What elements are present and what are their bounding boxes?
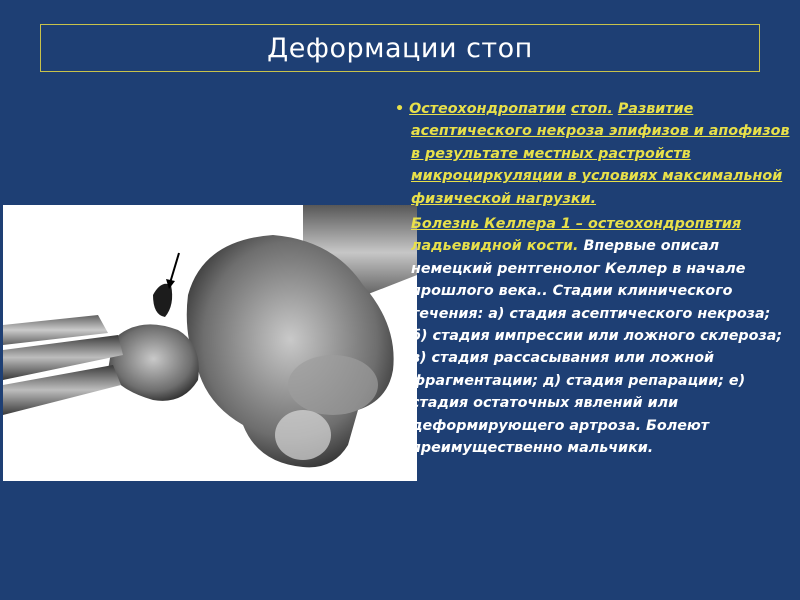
bullet-paragraph-1 [395, 98, 790, 210]
p2-term-bone: ладьевидной кости. [411, 238, 579, 255]
p1-term-foot: стоп. [570, 101, 613, 117]
slide-body [395, 98, 790, 460]
p1-definition: Развитие асептического некроза эпифизов и апофизов в результате местных растройств микроциркуляции в условиях максимальной физической нагрузки. [411, 101, 790, 207]
foot-xray-image [3, 205, 417, 481]
p1-term: Остеохондропатии [409, 101, 566, 117]
p2-term: Болезнь Келлера 1 – остеохондропвтия [411, 216, 742, 233]
title-box [40, 24, 760, 72]
slide-title: Деформации стоп [267, 32, 533, 64]
bullet-marker: • [395, 101, 405, 117]
paragraph-2 [395, 213, 790, 459]
p2-description: Впервые описал немецкий рентгенолог Келлер в начале прошлого века.. Стадии клинического течения: а) стадия асептического некроза; б) стадия импрессии или ложного склероза; в) стадия рассасывания или ложной фрагментации; д) стадия репарации; е) стадия остаточных явлений или деформирующего артроза. Болеют преимущественно мальчики. [411, 238, 783, 457]
